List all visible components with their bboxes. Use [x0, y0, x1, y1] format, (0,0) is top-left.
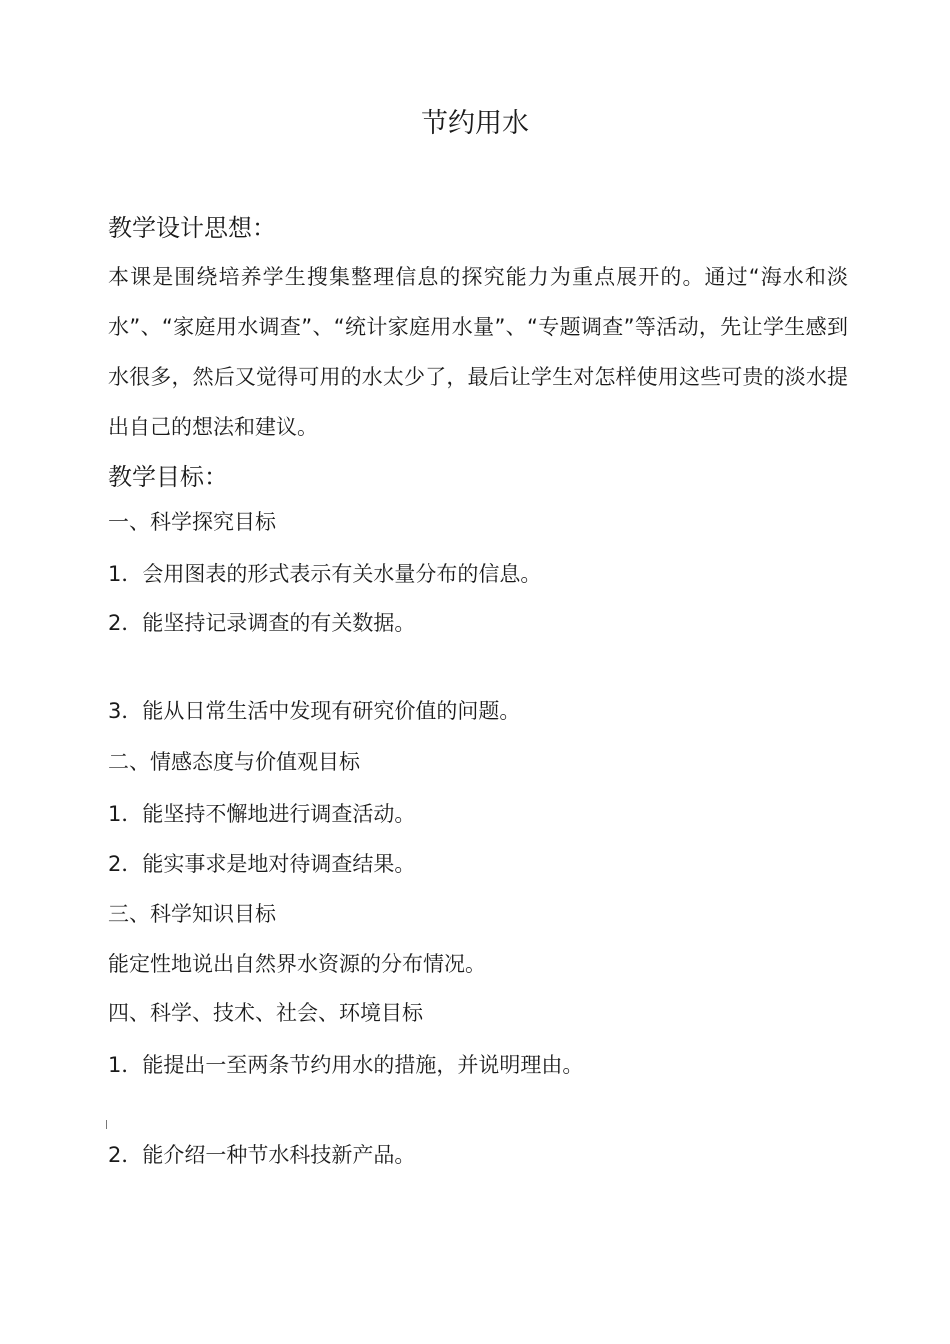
design-heading: 教学设计思想： — [108, 214, 276, 242]
section-heading-attitude: 二、情感态度与价值观目标 — [108, 750, 360, 774]
goal-item: 2．能介绍一种节水科技新产品。 — [108, 1143, 416, 1167]
goal-item: 2．能实事求是地对待调查结果。 — [108, 852, 416, 876]
page-title: 节约用水 — [421, 108, 529, 139]
goal-item: 3．能从日常生活中发现有研究价值的问题。 — [108, 699, 521, 723]
goal-item: 1．能坚持不懈地进行调查活动。 — [108, 802, 416, 826]
section-heading-inquiry: 一、科学探究目标 — [108, 510, 276, 534]
design-paragraph: 本课是围绕培养学生搜集整理信息的探究能力为重点展开的。通过“海水和淡水”、“家庭用水调查”、“统计家庭用水量”、“专题调查”等活动，先让学生感到水很多，然后又觉得可用的水太少了，最后让学生对怎样使用这些可贵的淡水提出自己的想法和建议。 — [108, 265, 848, 439]
goal-item: 2．能坚持记录调查的有关数据。 — [108, 611, 416, 635]
goal-item: 1．能提出一至两条节约用水的措施，并说明理由。 — [108, 1053, 584, 1077]
section-heading-sts: 四、科学、技术、社会、环境目标 — [108, 1001, 423, 1025]
goal-item: 能定性地说出自然界水资源的分布情况。 — [108, 952, 486, 976]
section-heading-knowledge: 三、科学知识目标 — [108, 902, 276, 926]
goal-item: 1．会用图表的形式表示有关水量分布的信息。 — [108, 562, 542, 586]
text-cursor-mark — [106, 1120, 107, 1129]
goals-heading: 教学目标： — [108, 463, 228, 491]
